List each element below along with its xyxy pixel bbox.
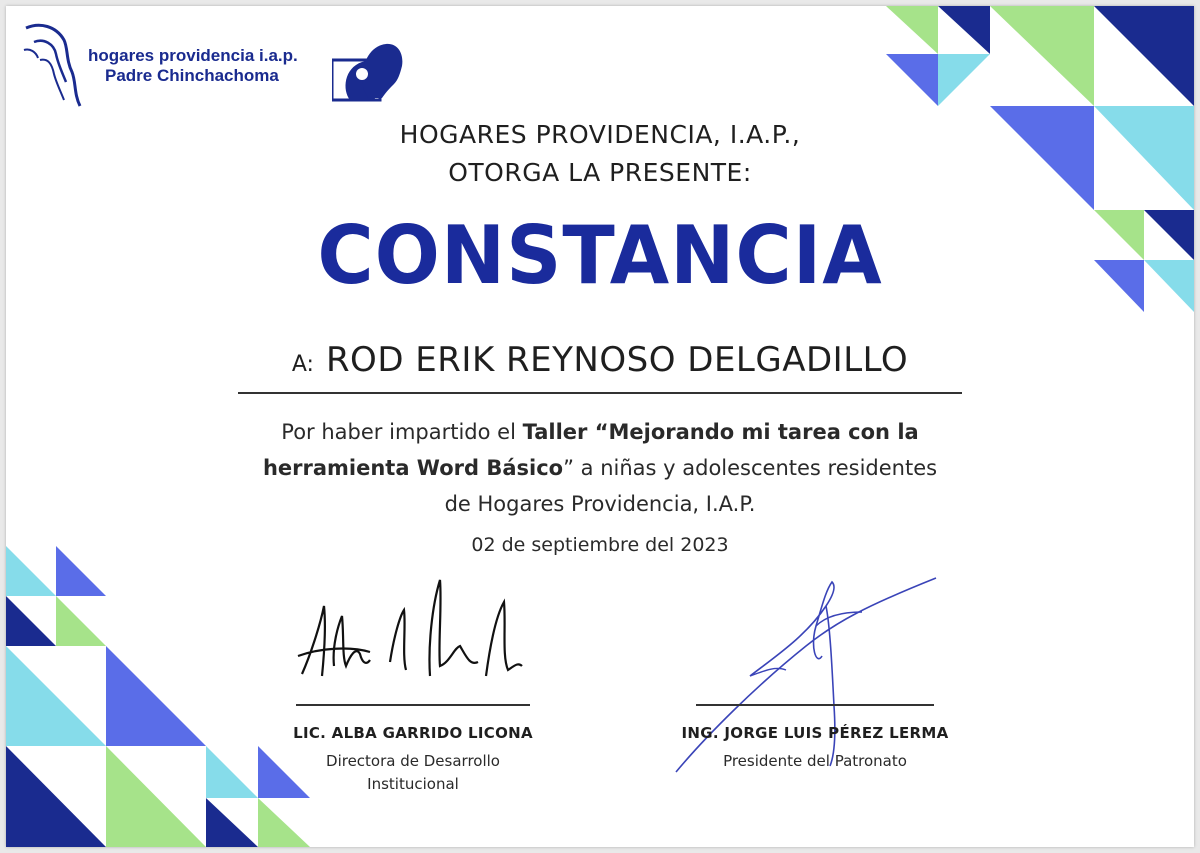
body-rest: ” a niñas y adolescentes residentes de Hogares Providencia, I.A.P. xyxy=(444,456,938,516)
signature-1-image xyxy=(290,566,530,696)
recipient-prefix: A: xyxy=(291,352,314,377)
signatory-1-role-line2: Institucional xyxy=(367,775,459,793)
organization-name-line1: hogares providencia i.a.p. xyxy=(88,46,298,65)
recipient-line xyxy=(238,340,962,394)
signature-1-line xyxy=(296,704,530,706)
workshop-name: Taller “Mejorando mi tarea con la herramienta Word Básico xyxy=(262,420,919,480)
organization-name-line2: Padre Chinchachoma xyxy=(105,66,279,85)
decorative-triangles-bottom-left xyxy=(6,546,316,847)
signatory-1-role xyxy=(276,750,550,796)
heading-line1: HOGARES PROVIDENCIA, I.A.P., xyxy=(399,120,801,149)
signatory-1-name: LIC. ALBA GARRIDO LICONA xyxy=(293,724,533,742)
organization-logo-icon xyxy=(20,20,90,110)
certificate-date: 02 de septiembre del 2023 xyxy=(471,534,729,556)
certificate-page xyxy=(6,6,1194,847)
certificate-title: CONSTANCIA xyxy=(317,209,883,302)
certificate-body xyxy=(6,414,1194,522)
organization-name xyxy=(88,46,298,86)
signatory-2-name: ING. JORGE LUIS PÉREZ LERMA xyxy=(681,724,949,742)
body-intro: Por haber impartido el xyxy=(281,420,523,444)
signatory-2-role-line1: Presidente del Patronato xyxy=(723,752,907,770)
faces-logo-icon xyxy=(332,40,404,102)
signatory-2-role xyxy=(670,750,960,773)
signature-2-line xyxy=(696,704,934,706)
certificate-heading xyxy=(6,116,1194,192)
signatory-1-role-line1: Directora de Desarrollo xyxy=(326,752,500,770)
signature-2-image xyxy=(666,566,956,776)
heading-line2: OTORGA LA PRESENTE: xyxy=(448,158,752,187)
recipient-name: ROD ERIK REYNOSO DELGADILLO xyxy=(325,340,909,380)
